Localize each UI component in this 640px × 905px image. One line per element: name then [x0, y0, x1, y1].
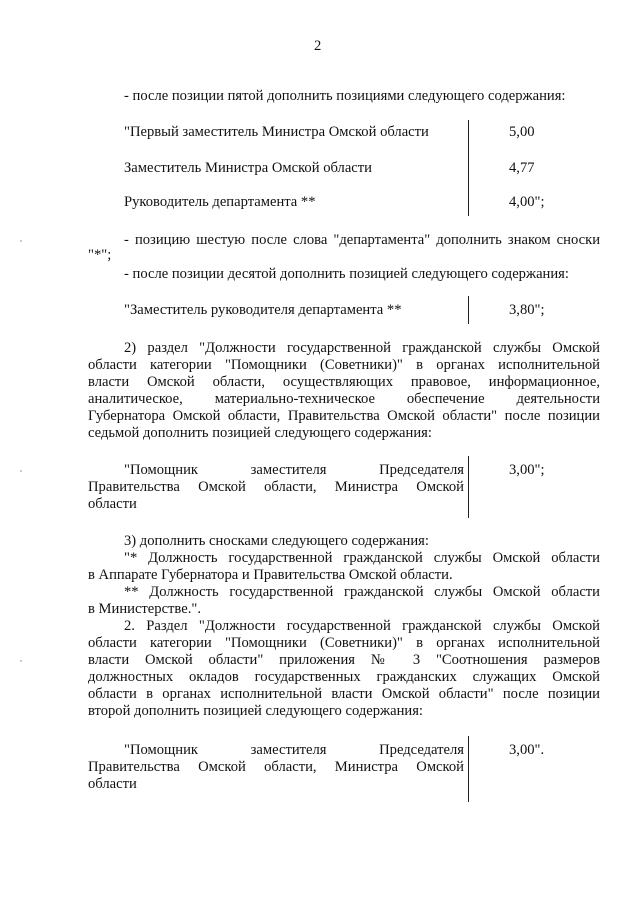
paragraph-line: Губернатора Омской области, Правительства Омской области" после позиции [88, 408, 600, 424]
intro-line: - после позиции пятой дополнить позициями следующего содержания: [124, 88, 566, 104]
footnote-line: в Министерстве.". [88, 601, 201, 617]
position-coefficient: 3,00"; [509, 462, 545, 478]
paragraph-line: седьмой дополнить позицией следующего содержания: [88, 425, 432, 441]
paragraph-line: 2) раздел "Должности государственной гражданской службы Омской [124, 340, 600, 356]
paragraph-line: власти Омской области" приложения № 3 "Соотношения размеров [88, 652, 600, 668]
column-divider [468, 736, 469, 802]
column-divider [468, 456, 469, 518]
scan-mark [20, 660, 22, 662]
item-sixth-line2: "*"; [88, 247, 112, 263]
position-title-line: области [88, 496, 137, 512]
footnote-line: ** Должность государственной гражданской службы Омской области [124, 584, 600, 600]
footnote-line: "* Должность государственной гражданской службы Омской области [124, 550, 600, 566]
position-coefficient: 5,00 [509, 124, 535, 140]
column-divider [468, 296, 469, 324]
paragraph-line: второй дополнить позицией следующего содержания: [88, 703, 423, 719]
paragraph-line: области в органах исполнительной власти Омской области" после позиции [88, 686, 600, 702]
scan-mark [20, 240, 22, 242]
footnote-line: в Аппарате Губернатора и Правительства Омской области. [88, 567, 453, 583]
position-title: Руководитель департамента ** [124, 194, 316, 210]
paragraph-line: 3) дополнить сносками следующего содержания: [124, 533, 429, 549]
column-divider [468, 120, 469, 216]
scan-mark [20, 470, 22, 472]
position-title-line: Правительства Омской области, Министра Омской [88, 479, 464, 495]
position-title-line: области [88, 776, 137, 792]
paragraph-line: аналитическое, материально-техническое обеспечение деятельности [88, 391, 600, 407]
item-tenth: - после позиции десятой дополнить позицией следующего содержания: [124, 266, 569, 282]
position-coefficient: 4,00"; [509, 194, 545, 210]
paragraph-line: власти Омской области, осуществляющих правовое, информационное, [88, 374, 600, 390]
position-coefficient: 3,80"; [509, 302, 545, 318]
position-title-line: Правительства Омской области, Министра Омской [88, 759, 464, 775]
position-title: "Первый заместитель Министра Омской области [124, 124, 429, 140]
paragraph-line: должностных окладов государственных гражданских служащих Омской [88, 669, 600, 685]
position-title-line: "Помощник заместителя Председателя [124, 462, 464, 478]
paragraph-line: области категории "Помощники (Советники)" в органах исполнительной [88, 357, 600, 373]
position-title: "Заместитель руководителя департамента ** [124, 302, 402, 318]
item-sixth-line1: - позицию шестую после слова "департамента" дополнить знаком сноски [124, 232, 600, 248]
position-title-line: "Помощник заместителя Председателя [124, 742, 464, 758]
paragraph-line: 2. Раздел "Должности государственной гражданской службы Омской [124, 618, 600, 634]
position-title: Заместитель Министра Омской области [124, 160, 372, 176]
paragraph-line: области категории "Помощники (Советники)" в органах исполнительной [88, 635, 600, 651]
position-coefficient: 4,77 [509, 160, 535, 176]
page-number: 2 [314, 38, 322, 54]
position-coefficient: 3,00". [509, 742, 545, 758]
